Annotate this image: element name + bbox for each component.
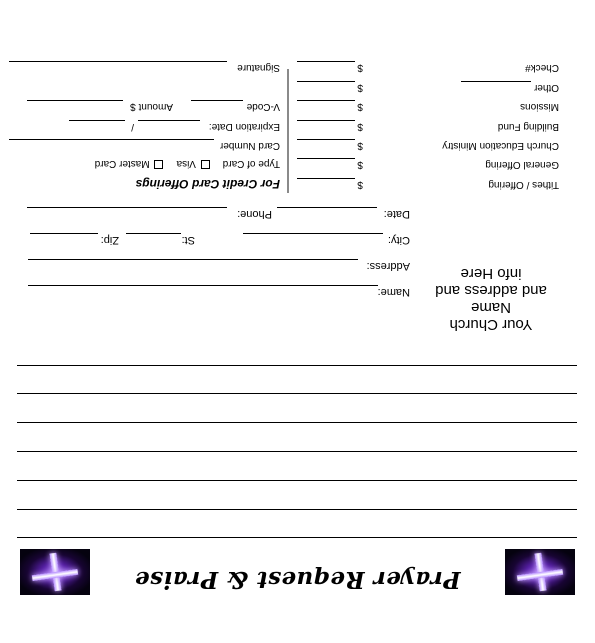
offering-amount-field[interactable] (297, 178, 355, 179)
church-info-line: info Here (460, 265, 522, 282)
vcode-label: V-Code (246, 101, 280, 112)
expiration-year-field[interactable] (69, 120, 125, 121)
cross-image-left (505, 549, 575, 595)
amount-field[interactable] (27, 100, 123, 101)
offering-amount-field[interactable] (297, 100, 355, 101)
offering-label: Other (533, 82, 559, 93)
signature-label: Signature (237, 62, 280, 73)
zip-field[interactable] (30, 233, 98, 234)
prayer-line[interactable] (17, 509, 577, 510)
expiration-label: Expiration Date: (208, 121, 280, 132)
cross-image-right (20, 549, 90, 595)
dollar-sign: $ (357, 140, 363, 151)
offering-label: Building Fund (497, 121, 559, 132)
card-number-label: Card Number (219, 140, 280, 151)
state-label: St: (181, 234, 195, 246)
phone-field[interactable] (27, 207, 227, 208)
offering-label: Church Education Ministry (442, 140, 559, 151)
church-info-line: and address and (435, 282, 547, 299)
card-type-label: Type of Card (222, 158, 280, 169)
dollar-sign: $ (357, 82, 363, 93)
prayer-line[interactable] (17, 480, 577, 481)
prayer-line[interactable] (17, 365, 577, 366)
dollar-sign: $ (357, 159, 363, 170)
city-field[interactable] (243, 233, 383, 234)
name-label: Name: (377, 286, 410, 298)
zip-label: Zip: (100, 234, 119, 246)
visa-label: Visa (176, 158, 196, 169)
offering-amount-field[interactable] (297, 158, 355, 159)
offering-label: Check# (525, 62, 559, 73)
prayer-line[interactable] (17, 451, 577, 452)
dollar-sign: $ (357, 101, 363, 112)
address-label: Address: (366, 260, 410, 272)
offering-amount-field[interactable] (297, 81, 355, 82)
offering-label: Tithes / Offering (488, 179, 559, 190)
dollar-sign: $ (357, 121, 363, 132)
prayer-line[interactable] (17, 422, 577, 423)
offering-amount-field[interactable] (297, 120, 355, 121)
card-type-row (95, 158, 280, 169)
signature-field[interactable] (9, 61, 227, 62)
name-field[interactable] (28, 285, 378, 286)
phone-label: Phone: (237, 208, 272, 220)
prayer-line[interactable] (17, 393, 577, 394)
date-field[interactable] (277, 207, 377, 208)
address-field[interactable] (28, 259, 358, 260)
mastercard-label: Master Card (94, 158, 150, 169)
amount-label: Amount $ (130, 101, 173, 112)
church-info-line: Name (471, 299, 512, 316)
church-info (421, 265, 561, 333)
state-field[interactable] (126, 233, 181, 234)
vcode-field[interactable] (191, 100, 243, 101)
offering-label: General Offering (485, 159, 559, 170)
offering-amount-field[interactable] (297, 139, 355, 140)
dollar-sign: $ (357, 62, 363, 73)
visa-checkbox[interactable] (201, 160, 210, 169)
mastercard-checkbox[interactable] (154, 160, 163, 169)
city-label: City: (388, 234, 410, 246)
offering-label: Missions (520, 101, 559, 112)
section-divider (287, 69, 289, 193)
card-number-field[interactable] (9, 139, 214, 140)
date-label: Date: (383, 208, 410, 220)
page-title: Prayer Request & Praise (134, 566, 461, 593)
expiration-month-field[interactable] (138, 120, 200, 121)
church-info-line: Your Church (449, 316, 533, 333)
check-number-field[interactable] (297, 61, 355, 62)
other-description-field[interactable] (461, 81, 531, 82)
dollar-sign: $ (357, 179, 363, 190)
expiration-slash: / (131, 121, 134, 132)
credit-card-title: For Credit Card Offerings (135, 177, 280, 191)
prayer-line[interactable] (17, 537, 577, 538)
